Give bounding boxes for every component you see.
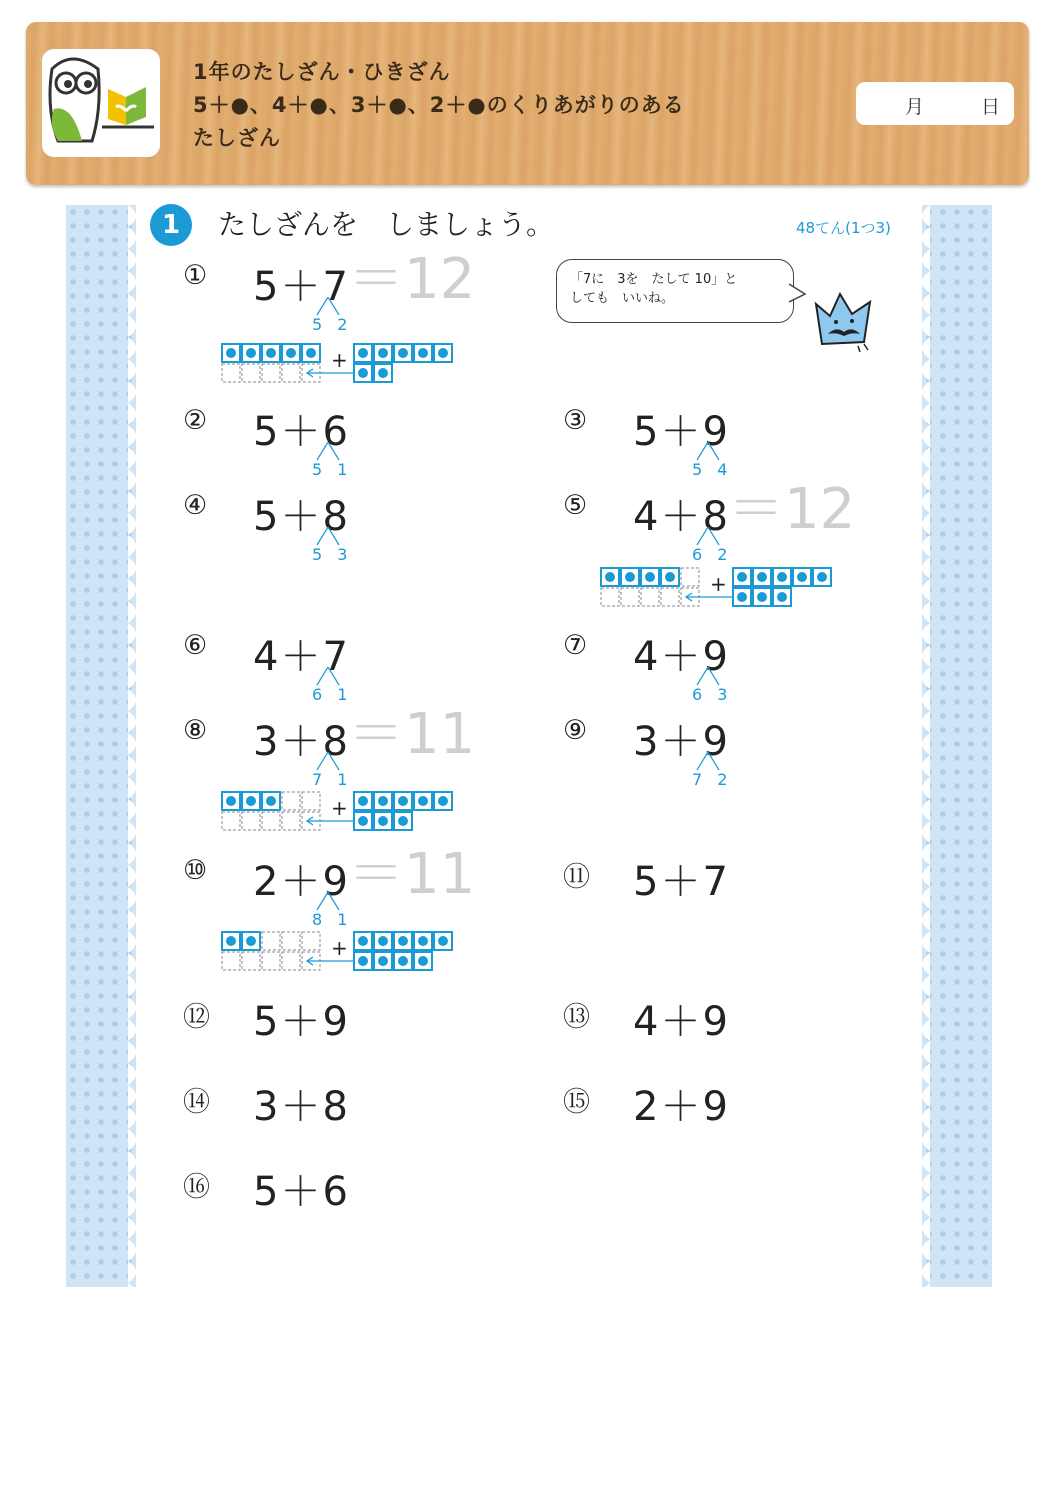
svg-text:+: +	[331, 936, 348, 960]
problem-number: ⑫	[183, 1002, 210, 1033]
problem-expression: 4＋9	[633, 999, 730, 1045]
traced-answer: ＝11	[348, 702, 476, 767]
svg-text:+: +	[331, 348, 348, 372]
split-numbers: 8 1	[312, 910, 348, 929]
problem-expression: 3＋9	[633, 719, 730, 765]
owl-book-icon	[42, 49, 160, 157]
problem-expression: 3＋8	[253, 719, 350, 765]
problem-number: ⑧	[183, 715, 208, 746]
problem-expression: 2＋9	[253, 859, 350, 905]
left-wave-edge	[128, 205, 144, 1287]
problem-number: ⑩	[183, 855, 208, 886]
worksheet-title	[193, 56, 685, 155]
svg-text:+: +	[710, 572, 727, 596]
problem-number: ③	[563, 405, 588, 436]
problem-number: ⑯	[183, 1172, 210, 1203]
mustache-crown-icon	[806, 288, 880, 354]
traced-answer: ＝12	[348, 247, 476, 312]
split-branch	[693, 752, 723, 772]
problem-number: ④	[183, 490, 208, 521]
question-instruction: たしざんを しましょう。	[218, 208, 555, 241]
problem-number: ⑬	[563, 1002, 590, 1033]
problem-expression: 5＋6	[253, 1169, 350, 1215]
split-branch	[313, 527, 343, 547]
split-numbers: 5 4	[692, 460, 728, 479]
split-branch	[313, 442, 343, 462]
ten-frame	[221, 931, 461, 975]
problem-expression: 4＋9	[633, 634, 730, 680]
date-month-label: 月	[905, 96, 925, 118]
right-dotted-border	[922, 205, 992, 1287]
hint-text	[570, 270, 780, 308]
split-numbers: 6 3	[692, 685, 728, 704]
right-wave-edge	[914, 205, 930, 1287]
problem-expression: 4＋8	[633, 494, 730, 540]
problem-expression: 5＋7	[253, 264, 350, 310]
problem-number: ⑪	[563, 862, 590, 893]
split-numbers: 5 2	[312, 315, 348, 334]
problem-number: ⑮	[563, 1087, 590, 1118]
problem-expression: 5＋9	[253, 999, 350, 1045]
title-line-1: 1年のたしざん・ひきざん	[193, 60, 451, 84]
question-number: 1	[150, 204, 192, 246]
ten-frame	[600, 567, 840, 611]
split-branch	[313, 752, 343, 772]
problem-number: ⑭	[183, 1087, 210, 1118]
traced-answer: ＝11	[348, 842, 476, 907]
split-numbers: 7 2	[692, 770, 728, 789]
speech-tail	[789, 282, 807, 304]
problem-expression: 4＋7	[253, 634, 350, 680]
problem-expression: 5＋9	[633, 409, 730, 455]
split-numbers: 5 3	[312, 545, 348, 564]
problem-expression: 2＋9	[633, 1084, 730, 1130]
split-numbers: 5 1	[312, 460, 348, 479]
problem-expression: 3＋8	[253, 1084, 350, 1130]
split-branch	[313, 297, 343, 317]
hint-line-1: 「7に 3を たして 10」と	[570, 272, 738, 287]
split-branch	[693, 442, 723, 462]
problem-expression: 5＋6	[253, 409, 350, 455]
ten-frame	[221, 343, 461, 387]
ten-frame	[221, 791, 461, 835]
date-day-label: 日	[981, 96, 1001, 118]
title-line-3: たしざん	[193, 126, 281, 150]
split-branch	[313, 892, 343, 912]
points-label: 48てん(1つ3)	[796, 219, 891, 237]
problem-expression: 5＋8	[253, 494, 350, 540]
problem-number: ②	[183, 405, 208, 436]
left-dotted-border	[66, 205, 136, 1287]
problem-expression: 5＋7	[633, 859, 730, 905]
problem-number: ⑨	[563, 715, 588, 746]
split-branch	[693, 527, 723, 547]
split-numbers: 6 1	[312, 685, 348, 704]
problem-number: ⑤	[563, 490, 588, 521]
hint-line-2: しても いいね。	[570, 291, 675, 306]
logo	[42, 49, 160, 157]
title-line-2: 5＋●、4＋●、3＋●、2＋●のくりあがりのある	[193, 93, 685, 117]
problem-number: ⑦	[563, 630, 588, 661]
problem-number: ⑥	[183, 630, 208, 661]
traced-answer: ＝12	[728, 477, 856, 542]
split-branch	[313, 667, 343, 687]
problem-number: ①	[183, 260, 208, 291]
split-branch	[693, 667, 723, 687]
split-numbers: 7 1	[312, 770, 348, 789]
svg-text:+: +	[331, 796, 348, 820]
split-numbers: 6 2	[692, 545, 728, 564]
